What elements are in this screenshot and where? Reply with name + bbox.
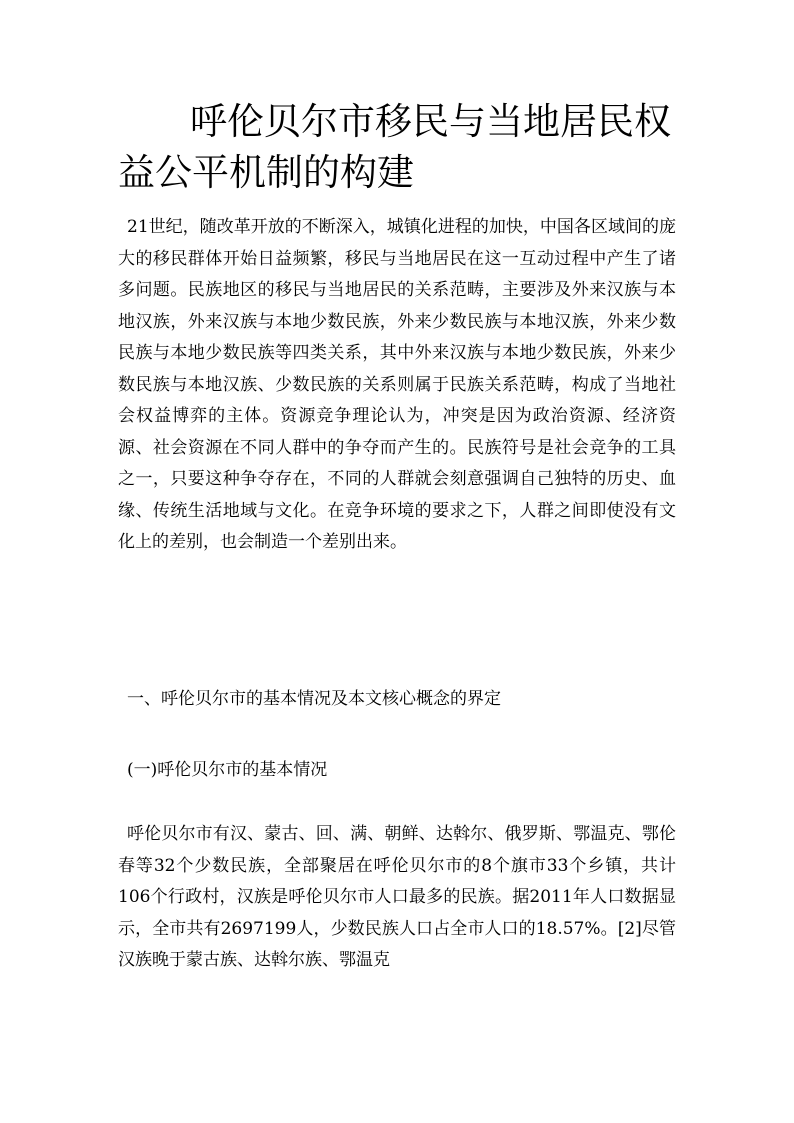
section-heading: 一、呼伦贝尔市的基本情况及本文核心概念的界定 [127, 689, 501, 709]
body-paragraph: 呼伦贝尔市有汉、蒙古、回、满、朝鲜、达斡尔、俄罗斯、鄂温克、鄂伦春等32个少数民族，全部聚居在呼伦贝尔市的8个旗市33个乡镇，共计106个行政村，汉族是呼伦贝尔市人口最多的民族。据2011年人口数据显示，全市共有2697199人，少数民族人口占全市人口的18.57%。[2]尽管汉族晚于蒙古族、达斡尔族、鄂温克 [118, 824, 676, 970]
intro-paragraph: 21世纪，随改革开放的不断深入，城镇化进程的加快，中国各区域间的庞大的移民群体开始日益频繁，移民与当地居民在这一互动过程中产生了诸多问题。民族地区的移民与当地居民的关系范畴，主要涉及外来汉族与本地汉族，外来汉族与本地少数民族，外来少数民族与本地汉族，外来少数民族与本地少数民族等四类关系，其中外来汉族与本地少数民族，外来少数民族与本地汉族、少数民族的关系则属于民族关系范畴，构成了当地社会权益博弈的主体。资源竞争理论认为，冲突是因为政治资源、经济资源、社会资源在不同人群中的争夺而产生的。民族符号是社会竞争的工具之一，只要这种争夺存在，不同的人群就会刻意强调自己独特的历史、血缘、传统生活地域与文化。在竞争环境的要求之下，人群之间即使没有文化上的差别，也会制造一个差别出来。 [118, 217, 676, 552]
document-title: 呼伦贝尔市移民与当地居民权益公平机制的构建 [118, 100, 671, 194]
subsection-heading: (一)呼伦贝尔市的基本情况 [127, 760, 328, 780]
